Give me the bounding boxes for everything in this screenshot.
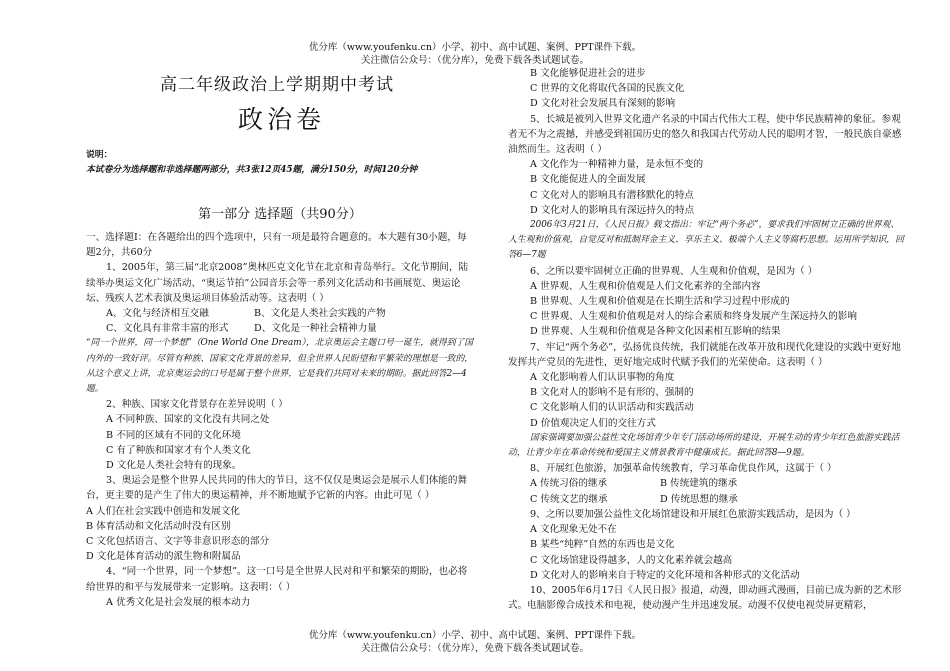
q1-option-a: A、文化与经济相互交融 — [106, 308, 209, 320]
q1-option-d: D、文化是一种社会精神力量 — [254, 323, 377, 335]
q6-stem: 6、之所以要牢固树立正确的世界观、人生观和价值观，是因为（ ） — [530, 265, 818, 277]
page-header — [0, 41, 950, 67]
q5-stem: 5、长城是被列入世界文化遗产名录的中国古代伟大工程，使中华民族精神的象征。参观者无不为之震撼，并感受到祖国历史的悠久和我国古代劳动人民的聪明才智，一般民族自豪感油然而生。这表明（ ） — [508, 113, 902, 156]
q3-option-d: D 文化是体育活动的派生物和附属品 — [86, 551, 241, 563]
q9-option-b: B 某些“纯粹”自然的东西也是文化 — [530, 539, 675, 551]
q7-option-b: B 文化对人的影响不是有形的、强制的 — [530, 387, 694, 399]
q2-option-b: B 不同的区域有不同的文化环境 — [106, 429, 241, 441]
header-line-1: 优分库（www.youfenku.cn）小学、初中、高中试题、案例、PPT课件下载。 — [308, 42, 642, 53]
q7-option-d: D 价值观决定人们的交往方式 — [530, 417, 656, 429]
part1-title: 第一部分 选择题（共90分） — [198, 207, 362, 222]
header-line-2: 关注微信公众号：（优分库），免费下载各类试题试卷。 — [360, 55, 589, 66]
note-text: 本试卷分为选择题和非选择题两部分，共3张12页45题，满分150分，时间120分钟 — [86, 165, 418, 176]
q2-stem: 2、种族、国家文化背景存在差异说明（ ） — [106, 399, 288, 411]
q8-option-b: B 传统建筑的继承 — [660, 478, 738, 490]
q2-option-c: C 有了种族和国家才有个人类文化 — [106, 444, 251, 456]
q3-option-a: A 人们在社会实践中创造和发展文化 — [86, 505, 240, 517]
q6-option-a: A 世界观、人生观和价值观是人们文化素养的全部内容 — [530, 280, 761, 292]
page-footer — [0, 629, 950, 655]
q2-option-a: A 不同种族、国家的文化没有共同之处 — [106, 414, 270, 426]
passage-peoples-daily: 2006年3月21日，《人民日报》载文指出：牢记“两个务必”，要求我们牢固树立正确的世界观、人生观和价值观，自觉反对和抵制拜金主义、享乐主义、极端个人主义等腐朽思想。运用所学知识，回答6—7题 — [508, 220, 904, 261]
q7-stem: 7、牢记“两个务必”，弘扬优良传统，我们就能在改革开放和现代化建设的实践中更好地发挥共产党员的先进性，更好地完成时代赋予我们的光荣使命。这表明（ ） — [508, 341, 901, 368]
q8-option-d: D 传统思想的继承 — [660, 493, 738, 505]
q9-option-d: D 文化对人的影响来自于特定的文化环境和各种形式的文化活动 — [530, 569, 800, 581]
q4-option-b: B 文化能够促进社会的进步 — [530, 68, 646, 79]
footer-line-2: 关注微信公众号：（优分库），免费下载各类试题试卷。 — [360, 643, 589, 654]
q9-stem: 9、之所以要加强公益性文化场馆建设和开展红色旅游实践活动，是因为（ ） — [530, 508, 856, 520]
q8-stem: 8、开展红色旅游，加强革命传统教育，学习革命优良作风，这属于（ ） — [530, 463, 837, 475]
q5-option-b: B 文化能促进人的全面发展 — [530, 174, 646, 186]
q5-option-a: A 文化作为一种精神力量，是永恒不变的 — [530, 159, 704, 171]
note-label: 说明： — [86, 150, 113, 160]
q4-option-c: C 世界的文化将取代各国的民族文化 — [530, 83, 685, 95]
q9-option-c: C 文化场馆建设得越多，人的文化素养就会越高 — [530, 554, 733, 566]
q3-stem: 3、奥运会是整个世界人民共同的伟大的节日，这不仅仅是奥运会是展示人们体能的舞台，更主要的是产生了伟大的奥运精神，并不断地赋予它新的内容。由此可见（ ） — [86, 475, 468, 502]
q7-option-c: C 文化影响人们的认识活动和实践活动 — [530, 402, 694, 414]
q4-stem: 4、“同一个世界，同一个梦想”。这一口号是全世界人民对和平和繁荣的期盼，也必将给世界的和平与发展带来一定影响。这表明：（ ） — [86, 566, 468, 593]
exam-title: 高二年级政治上学期期中考试 — [160, 75, 394, 95]
q1-stem: 1、2005年，第三届“北京2008”奥林匹克文化节在北京和青岛举行。文化节期间，陆续举办奥运文化广场活动、“奥运节拍”公园音乐会等一系列文化活动和书画展览、奥运论坛、残疾人艺术表演及奥运项目体验活动等。这表明（ ） — [86, 262, 469, 304]
exam-subject: 政治卷 — [238, 105, 326, 134]
q5-option-c: C 文化对人的影响具有潜移默化的特点 — [530, 189, 694, 201]
q9-option-a: A 文化现象无处不在 — [530, 524, 617, 536]
q3-option-c: C 文化包括语言、文字等非意识形态的部分 — [86, 536, 270, 548]
q1-option-b: B、文化是人类社会实践的产物 — [254, 308, 386, 320]
q10-stem: 10、2005年6月17日《人民日报》报道，动漫，即动画式漫画，目前已成为新的艺术形式。电脑影像合成技术和电视，使动漫产生并迅速发展。动漫不仅使电视荧屏更精彩， — [508, 584, 902, 612]
q6-option-d: D 世界观、人生观和价值观是各种文化因素相互影响的结果 — [530, 326, 781, 338]
q4-option-d: D 文化对社会发展具有深刻的影响 — [530, 98, 676, 110]
passage-red-tourism: 国家强调要加强公益性文化场馆青少年专门活动场所的建设，开展生动的青少年红色旅游实践活动，让青少年在革命传统和爱国主义情景教育中健康成长。据此回答8—9题。 — [508, 432, 900, 459]
section-intro: 一、选择题Ⅰ：在各题给出的四个选项中，只有一项是最符合题意的。本大题有30小题，每题2分，共60分 — [86, 232, 467, 259]
q8-option-c: C 传统文艺的继承 — [530, 493, 608, 505]
q3-option-b: B 体育活动和文化活动时没有区别 — [86, 520, 231, 532]
q8-option-a: A 传统习俗的继承 — [530, 478, 608, 490]
q5-option-d: D 文化对人的影响具有深远持久的特点 — [530, 204, 695, 216]
q6-option-c: C 世界观、人生观和价值观是对人的综合素质和终身发展产生深远持久的影响 — [530, 311, 857, 323]
q1-option-c: C、文化具有非常丰富的形式 — [106, 323, 229, 335]
q6-option-b: B 世界观、人生观和价值观是在长期生活和学习过程中形成的 — [530, 296, 790, 308]
q2-option-d: D 文化是人类社会特有的现象。 — [106, 460, 242, 472]
q4-option-a: A 优秀文化是社会发展的根本动力 — [106, 596, 251, 608]
q7-option-a: A 文化影响着人们认识事物的角度 — [530, 372, 675, 384]
footer-line-1: 优分库（www.youfenku.cn）小学、初中、高中试题、案例、PPT课件下载。 — [308, 630, 642, 641]
passage-olympics: “同一个世界，同一个梦想”（One World One Dream），北京奥运会主题口号一诞生，就得到了国内外的一致好评。尽管有种族、国家文化背景的差异，但全世界人民盼望和平繁荣的理想是一致的，从这个意义上讲，北京奥运会的口号是属于整个世界，它是我们共同对未来的期盼。据此回答2—4题。 — [86, 338, 474, 395]
